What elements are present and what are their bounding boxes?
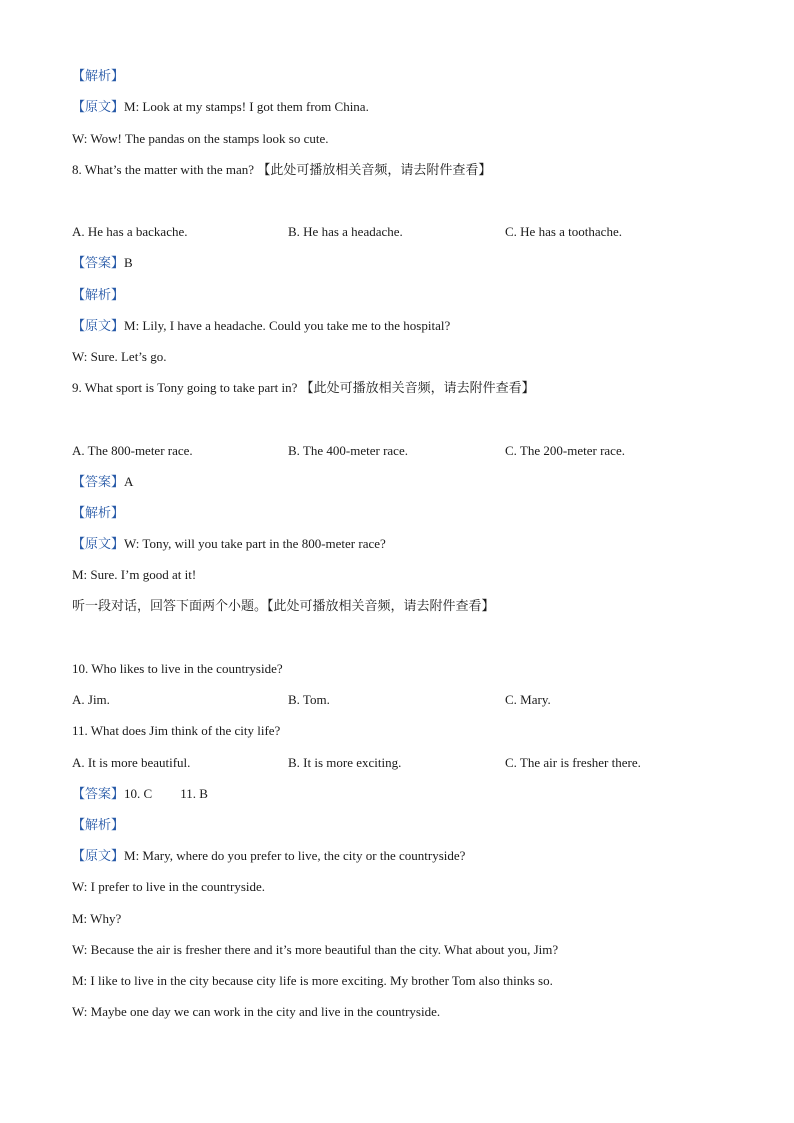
question-11: 11. What does Jim think of the city life? bbox=[72, 723, 281, 738]
q10-option-b: B. Tom. bbox=[288, 692, 330, 707]
q9-option-a: A. The 800-meter race. bbox=[72, 443, 193, 458]
dialogue-intro: 听一段对话，回答下面两个小题。【此处可播放相关音频，请去附件查看】 bbox=[72, 599, 495, 614]
q11-option-c: C. The air is fresher there. bbox=[505, 755, 641, 770]
analysis-label-9: 【解析】 bbox=[72, 506, 125, 521]
q8-option-a: A. He has a backache. bbox=[72, 224, 188, 239]
dialogue-line: W: Wow! The pandas on the stamps look so cute. bbox=[72, 131, 329, 146]
q8-option-c: C. He has a toothache. bbox=[505, 224, 622, 239]
dialogue-line: W: I prefer to live in the countryside. bbox=[72, 879, 266, 894]
q8-option-b: B. He has a headache. bbox=[288, 224, 403, 239]
answer-8: 【答案】B bbox=[72, 255, 133, 271]
question-10: 10. Who likes to live in the countryside? bbox=[72, 661, 283, 676]
original-text-1: 【原文】M: Look at my stamps! I got them from China. bbox=[72, 99, 369, 115]
dialogue-line: W: Maybe one day we can work in the city and live in the countryside. bbox=[72, 1004, 441, 1019]
analysis-label-1: 【解析】 bbox=[72, 69, 125, 84]
analysis-label-10-11: 【解析】 bbox=[72, 818, 125, 833]
answer-9: 【答案】A bbox=[72, 474, 134, 490]
q10-option-c: C. Mary. bbox=[505, 692, 551, 707]
dialogue-line: M: Why? bbox=[72, 911, 122, 926]
answer-10-11: 【答案】10. C 11. B bbox=[72, 786, 208, 802]
original-text-9: 【原文】W: Tony, will you take part in the 800-meter race? bbox=[72, 536, 386, 552]
question-8: 8. What’s the matter with the man? 【此处可播放相关音频，请去附件查看】 bbox=[72, 162, 492, 178]
audio-note: 【此处可播放相关音频，请去附件查看】 bbox=[257, 163, 492, 178]
q9-option-c: C. The 200-meter race. bbox=[505, 443, 625, 458]
question-9: 9. What sport is Tony going to take part in? 【此处可播放相关音频，请去附件查看】 bbox=[72, 380, 535, 396]
original-text-8: 【原文】M: Lily, I have a headache. Could you take me to the hospital? bbox=[72, 318, 451, 334]
q10-option-a: A. Jim. bbox=[72, 692, 110, 707]
dialogue-line: M: Sure. I’m good at it! bbox=[72, 567, 197, 582]
analysis-label-8: 【解析】 bbox=[72, 288, 125, 303]
dialogue-line: W: Sure. Let’s go. bbox=[72, 349, 167, 364]
dialogue-line: M: I like to live in the city because city life is more exciting. My brother Tom also thinks so. bbox=[72, 973, 553, 988]
q11-option-b: B. It is more exciting. bbox=[288, 755, 402, 770]
q11-option-a: A. It is more beautiful. bbox=[72, 755, 191, 770]
q9-option-b: B. The 400-meter race. bbox=[288, 443, 408, 458]
original-text-10-11: 【原文】M: Mary, where do you prefer to live, the city or the countryside? bbox=[72, 848, 466, 864]
audio-note: 【此处可播放相关音频，请去附件查看】 bbox=[300, 381, 535, 396]
dialogue-line: W: Because the air is fresher there and it’s more beautiful than the city. What about you, Jim? bbox=[72, 942, 559, 957]
